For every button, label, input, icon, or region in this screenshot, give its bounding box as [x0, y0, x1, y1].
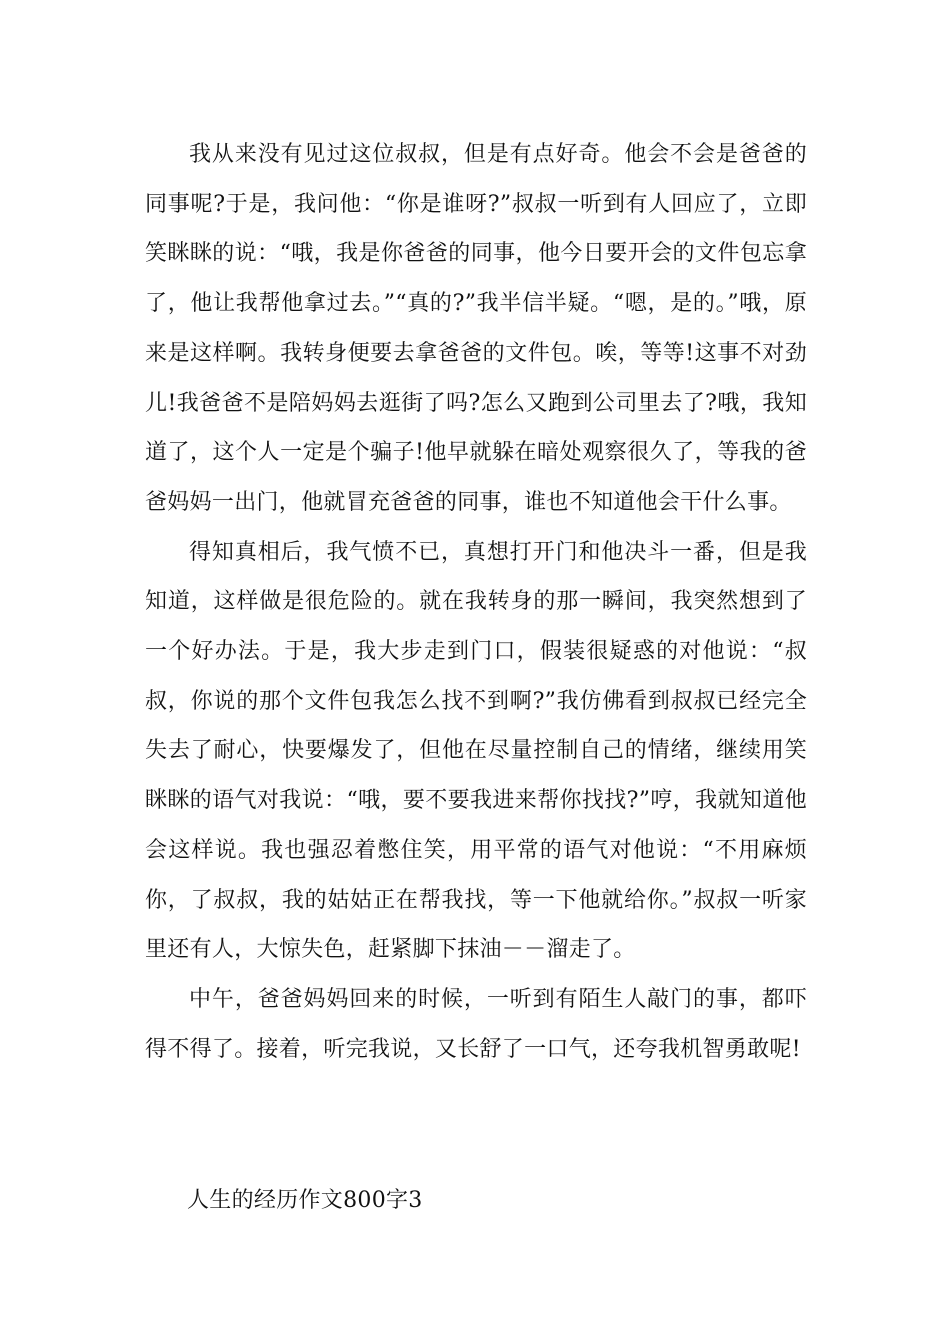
paragraph-3: 中午，爸爸妈妈回来的时候，一听到有陌生人敲门的事，都吓得不得了。接着，听完我说，又长舒了一口气，还夸我机智勇敢呢! [145, 986, 807, 1062]
paragraph-1: 我从来没有见过这位叔叔，但是有点好奇。他会不会是爸爸的同事呢?于是，我问他：“你是谁呀?”叔叔一听到有人回应了，立即笑眯眯的说：“哦，我是你爸爸的同事，他今日要开会的文件包忘拿了，他让我帮他拿过去。”“真的?”我半信半疑。“嗯，是的。”哦，原来是这样啊。我转身便要去拿爸爸的文件包。唉，等等!这事不对劲儿!我爸爸不是陪妈妈去逛街了吗?怎么又跑到公司里去了?哦，我知道了，这个人一定是个骗子!他早就躲在暗处观察很久了，等我的爸爸妈妈一出门，他就冒充爸爸的同事，谁也不知道他会干什么事。 [145, 142, 807, 515]
section-heading: 人生的经历作文800字3 [187, 1188, 423, 1213]
paragraph-2: 得知真相后，我气愤不已，真想打开门和他决斗一番，但是我知道，这样做是很危险的。就在我转身的那一瞬间，我突然想到了一个好办法。于是，我大步走到门口，假装很疑惑的对他说：“叔叔，你说的那个文件包我怎么找不到啊?”我仿佛看到叔叔已经完全失去了耐心，快要爆发了，但他在尽量控制自己的情绪，继续用笑眯眯的语气对我说：“哦，要不要我进来帮你找找?”哼，我就知道他会这样说。我也强忍着憋住笑，用平常的语气对他说：“不用麻烦你，了叔叔，我的姑姑正在帮我找，等一下他就给你。”叔叔一听家里还有人，大惊失色，赶紧脚下抹油－－溜走了。 [145, 539, 807, 963]
article-body [145, 130, 807, 1074]
